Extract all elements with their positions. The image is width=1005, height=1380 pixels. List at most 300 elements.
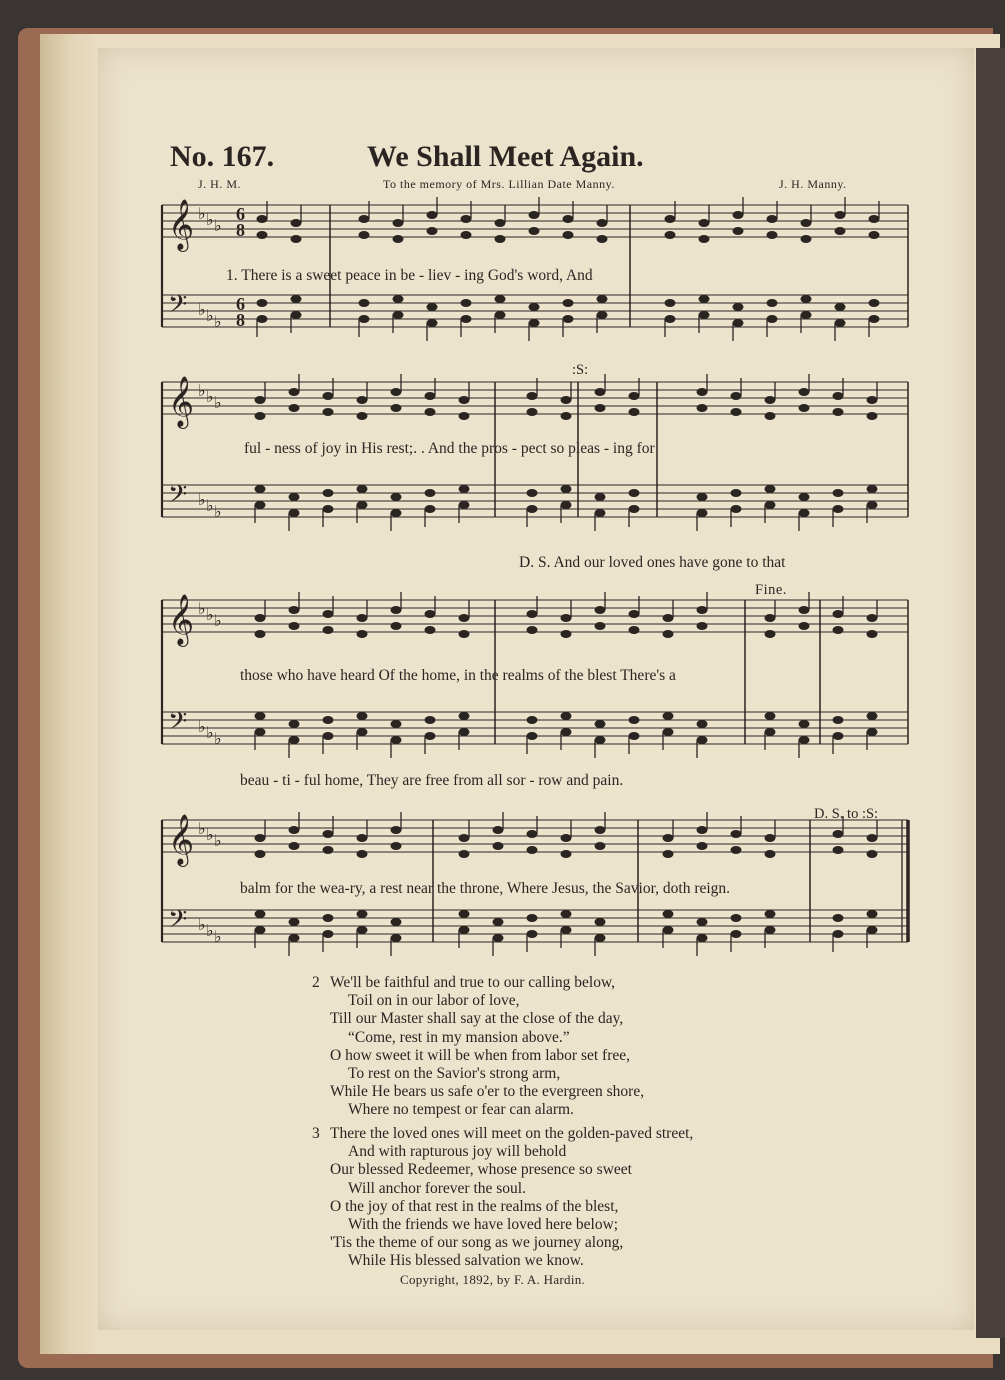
note-head	[663, 910, 674, 918]
note-head	[357, 485, 368, 493]
note-head	[731, 930, 742, 938]
note-head	[323, 930, 334, 938]
flat-sign: ♭	[214, 218, 222, 235]
flat-sign: ♭	[198, 601, 206, 618]
note-head	[699, 235, 710, 243]
note-head	[563, 215, 574, 223]
note-head	[357, 501, 368, 509]
flat-sign: ♭	[206, 923, 214, 940]
note-head	[527, 732, 538, 740]
note-head	[833, 610, 844, 618]
note-head	[393, 295, 404, 303]
note-head	[529, 303, 540, 311]
lyricist-credit: J. H. M.	[198, 177, 242, 191]
note-head	[527, 505, 538, 513]
note-head	[323, 716, 334, 724]
note-head	[357, 834, 368, 842]
note-head	[289, 388, 300, 396]
note-head	[493, 842, 504, 850]
note-head	[665, 231, 676, 239]
flat-sign: ♭	[198, 302, 206, 319]
note-head	[255, 910, 266, 918]
note-head	[765, 614, 776, 622]
note-head	[699, 219, 710, 227]
lyric-line-1: 1. There is a sweet peace in be - liev - ing God's word, And	[226, 267, 593, 284]
note-head	[561, 712, 572, 720]
flat-sign: ♭	[206, 827, 214, 844]
note-head	[459, 926, 470, 934]
note-head	[697, 404, 708, 412]
note-head	[357, 910, 368, 918]
note-head	[595, 720, 606, 728]
flat-sign: ♭	[206, 308, 214, 325]
note-head	[495, 219, 506, 227]
note-head	[359, 215, 370, 223]
note-head	[799, 509, 810, 517]
segno-mark: :S:	[572, 362, 589, 378]
note-head	[731, 392, 742, 400]
note-head	[561, 396, 572, 404]
note-head	[561, 412, 572, 420]
note-head	[731, 914, 742, 922]
note-head	[255, 834, 266, 842]
note-head	[629, 408, 640, 416]
treble-clef: 𝄞	[168, 376, 195, 427]
note-head	[833, 408, 844, 416]
note-head	[801, 295, 812, 303]
note-head	[255, 630, 266, 638]
note-head	[867, 910, 878, 918]
note-head	[563, 231, 574, 239]
note-head	[869, 231, 880, 239]
note-head	[733, 303, 744, 311]
note-head	[867, 412, 878, 420]
note-head	[391, 509, 402, 517]
note-head	[767, 299, 778, 307]
note-head	[459, 501, 470, 509]
note-head	[867, 926, 878, 934]
note-head	[357, 396, 368, 404]
flat-sign: ♭	[198, 821, 206, 838]
note-head	[257, 299, 268, 307]
note-head	[459, 728, 470, 736]
note-head	[801, 311, 812, 319]
note-head	[733, 319, 744, 327]
note-head	[561, 630, 572, 638]
verse-2-line: Where no tempest or fear can alarm.	[348, 1101, 574, 1119]
verse-3-line: O the joy of that rest in the realms of the blest,	[330, 1197, 619, 1215]
note-head	[323, 732, 334, 740]
note-head	[663, 926, 674, 934]
note-head	[257, 215, 268, 223]
note-head	[765, 412, 776, 420]
note-head	[663, 728, 674, 736]
note-head	[731, 505, 742, 513]
note-head	[697, 493, 708, 501]
lyric-line-2: ful - ness of joy in His rest;. . And the pros - pect so pleas - ing for	[244, 440, 655, 457]
note-head	[597, 219, 608, 227]
flat-sign: ♭	[206, 389, 214, 406]
flat-sign: ♭	[206, 725, 214, 742]
note-head	[257, 315, 268, 323]
flat-sign: ♭	[198, 492, 206, 509]
note-head	[697, 388, 708, 396]
note-head	[357, 728, 368, 736]
treble-clef: 𝄞	[168, 594, 195, 645]
note-head	[561, 485, 572, 493]
lyric-line-5: balm for the wea-ry, a rest near the throne, Where Jesus, the Savior, doth reign.	[240, 880, 731, 897]
note-head	[289, 934, 300, 942]
note-head	[527, 610, 538, 618]
note-head	[459, 614, 470, 622]
note-head	[801, 235, 812, 243]
note-head	[561, 834, 572, 842]
note-head	[833, 732, 844, 740]
note-head	[833, 505, 844, 513]
note-head	[561, 926, 572, 934]
flat-sign: ♭	[214, 395, 222, 412]
note-head	[459, 630, 470, 638]
note-head	[289, 720, 300, 728]
verse-3-line: While His blessed salvation we know.	[348, 1252, 584, 1270]
note-head	[801, 219, 812, 227]
note-head	[393, 311, 404, 319]
flat-sign: ♭	[214, 613, 222, 630]
note-head	[561, 850, 572, 858]
note-head	[869, 299, 880, 307]
note-head	[291, 295, 302, 303]
note-head	[595, 493, 606, 501]
note-head	[425, 610, 436, 618]
note-head	[799, 404, 810, 412]
note-head	[323, 610, 334, 618]
time-signature-bottom: 8	[236, 310, 245, 330]
note-head	[869, 215, 880, 223]
note-head	[833, 392, 844, 400]
note-head	[665, 315, 676, 323]
note-head	[629, 489, 640, 497]
lyric-line-3: those who have heard Of the home, in the realms of the blest There's a	[240, 667, 676, 684]
note-head	[527, 830, 538, 838]
note-head	[733, 227, 744, 235]
note-head	[289, 404, 300, 412]
note-head	[291, 235, 302, 243]
note-head	[833, 626, 844, 634]
note-head	[391, 493, 402, 501]
note-head	[257, 231, 268, 239]
note-head	[663, 630, 674, 638]
note-head	[529, 319, 540, 327]
bass-clef: 𝄢	[168, 905, 188, 940]
note-head	[459, 712, 470, 720]
note-head	[867, 850, 878, 858]
note-head	[561, 501, 572, 509]
note-head	[323, 846, 334, 854]
note-head	[561, 614, 572, 622]
time-signature-top: 6	[236, 294, 245, 314]
note-head	[867, 728, 878, 736]
note-head	[663, 850, 674, 858]
note-head	[699, 311, 710, 319]
note-head	[289, 606, 300, 614]
flat-sign: ♭	[198, 206, 206, 223]
time-signature-bottom: 8	[236, 220, 245, 240]
note-head	[833, 830, 844, 838]
note-head	[697, 842, 708, 850]
note-head	[765, 850, 776, 858]
note-head	[799, 606, 810, 614]
lyric-line-4: beau - ti - ful home, They are free from all sor - row and pain.	[240, 772, 624, 789]
note-head	[595, 842, 606, 850]
flat-sign: ♭	[206, 607, 214, 624]
note-head	[731, 408, 742, 416]
verse-2-line: We'll be faithful and true to our calling below,	[330, 974, 616, 991]
note-head	[595, 622, 606, 630]
note-head	[323, 392, 334, 400]
note-head	[799, 736, 810, 744]
note-head	[833, 930, 844, 938]
verse-2-line: O how sweet it will be when from labor set free,	[330, 1046, 631, 1064]
note-head	[391, 606, 402, 614]
note-head	[391, 720, 402, 728]
verse-3-line: With the friends we have loved here below;	[348, 1216, 619, 1233]
flat-sign: ♭	[214, 731, 222, 748]
note-head	[323, 914, 334, 922]
note-head	[867, 396, 878, 404]
note-head	[425, 392, 436, 400]
note-head	[255, 926, 266, 934]
note-head	[765, 926, 776, 934]
note-head	[391, 388, 402, 396]
bass-clef: 𝄢	[168, 290, 188, 325]
note-head	[833, 914, 844, 922]
note-head	[595, 934, 606, 942]
note-head	[527, 408, 538, 416]
note-head	[663, 834, 674, 842]
note-head	[493, 934, 504, 942]
note-head	[255, 396, 266, 404]
note-head	[291, 219, 302, 227]
note-head	[527, 930, 538, 938]
note-head	[291, 311, 302, 319]
note-head	[629, 505, 640, 513]
time-signature-top: 6	[236, 204, 245, 224]
verse-number: 2	[312, 974, 320, 991]
note-head	[391, 826, 402, 834]
note-head	[459, 910, 470, 918]
flat-sign: ♭	[206, 212, 214, 229]
note-head	[527, 626, 538, 634]
note-head	[665, 215, 676, 223]
copyright-notice: Copyright, 1892, by F. A. Hardin.	[400, 1272, 586, 1287]
note-head	[391, 622, 402, 630]
note-head	[529, 211, 540, 219]
note-head	[867, 501, 878, 509]
note-head	[663, 712, 674, 720]
flat-sign: ♭	[198, 383, 206, 400]
note-head	[561, 728, 572, 736]
verse-2-line: While He bears us safe o'er to the evergreen shore,	[330, 1083, 645, 1101]
note-head	[459, 850, 470, 858]
note-head	[867, 712, 878, 720]
note-head	[461, 315, 472, 323]
note-head	[255, 614, 266, 622]
note-head	[393, 219, 404, 227]
note-head	[595, 388, 606, 396]
note-head	[765, 728, 776, 736]
note-head	[563, 315, 574, 323]
note-head	[733, 211, 744, 219]
note-head	[393, 235, 404, 243]
note-head	[595, 918, 606, 926]
note-head	[459, 412, 470, 420]
note-head	[699, 295, 710, 303]
ds-lyric-line: D. S. And our loved ones have gone to that	[519, 554, 786, 571]
note-head	[493, 918, 504, 926]
dedication: To the memory of Mrs. Lillian Date Manny.	[383, 177, 615, 191]
note-head	[527, 489, 538, 497]
note-head	[527, 716, 538, 724]
note-head	[323, 830, 334, 838]
note-head	[869, 315, 880, 323]
note-head	[425, 408, 436, 416]
note-head	[765, 712, 776, 720]
note-head	[425, 505, 436, 513]
note-head	[833, 489, 844, 497]
note-head	[357, 926, 368, 934]
note-head	[461, 215, 472, 223]
note-head	[731, 830, 742, 838]
note-head	[697, 826, 708, 834]
note-head	[357, 712, 368, 720]
note-head	[629, 626, 640, 634]
flat-sign: ♭	[198, 917, 206, 934]
note-head	[835, 319, 846, 327]
note-head	[357, 850, 368, 858]
note-head	[427, 319, 438, 327]
flat-sign: ♭	[198, 719, 206, 736]
note-head	[867, 485, 878, 493]
note-head	[357, 412, 368, 420]
note-head	[731, 846, 742, 854]
note-head	[629, 610, 640, 618]
verse-3-line: And with rapturous joy will behold	[348, 1143, 567, 1161]
note-head	[595, 736, 606, 744]
note-head	[255, 850, 266, 858]
note-head	[427, 227, 438, 235]
note-head	[323, 489, 334, 497]
note-head	[765, 501, 776, 509]
note-head	[799, 388, 810, 396]
note-head	[425, 626, 436, 634]
note-head	[563, 299, 574, 307]
note-head	[391, 736, 402, 744]
note-head	[767, 315, 778, 323]
note-head	[597, 295, 608, 303]
note-head	[255, 728, 266, 736]
note-head	[799, 622, 810, 630]
note-head	[629, 732, 640, 740]
note-head	[527, 846, 538, 854]
note-head	[323, 408, 334, 416]
note-head	[427, 303, 438, 311]
note-head	[867, 630, 878, 638]
note-head	[459, 834, 470, 842]
note-head	[289, 826, 300, 834]
note-head	[289, 842, 300, 850]
ds-to-segno: D. S. to :S:	[814, 806, 879, 822]
note-head	[697, 918, 708, 926]
composer-credit: J. H. Manny.	[779, 177, 847, 191]
note-head	[289, 622, 300, 630]
note-head	[665, 299, 676, 307]
note-head	[527, 392, 538, 400]
note-head	[459, 485, 470, 493]
note-head	[597, 235, 608, 243]
flat-sign: ♭	[214, 833, 222, 850]
note-head	[495, 235, 506, 243]
note-head	[323, 626, 334, 634]
note-head	[867, 834, 878, 842]
note-head	[255, 412, 266, 420]
verse-2-line: Toil on in our labor of love,	[348, 992, 520, 1010]
note-head	[833, 846, 844, 854]
note-head	[359, 315, 370, 323]
note-head	[697, 934, 708, 942]
note-head	[289, 493, 300, 501]
note-head	[495, 295, 506, 303]
note-head	[867, 614, 878, 622]
note-head	[833, 716, 844, 724]
note-head	[597, 311, 608, 319]
note-head	[629, 392, 640, 400]
note-head	[697, 509, 708, 517]
verse-3-line: Our blessed Redeemer, whose presence so sweet	[330, 1161, 632, 1179]
verse-2-line: “Come, rest in my mansion above.”	[348, 1028, 570, 1046]
note-head	[835, 227, 846, 235]
fine-mark: Fine.	[755, 582, 787, 598]
note-head	[799, 720, 810, 728]
hymn-title: We Shall Meet Again.	[367, 140, 644, 173]
verse-2-line: To rest on the Savior's strong arm,	[348, 1065, 561, 1082]
note-head	[765, 630, 776, 638]
note-head	[835, 303, 846, 311]
hymn-number: No. 167.	[170, 140, 275, 173]
note-head	[527, 914, 538, 922]
note-head	[767, 231, 778, 239]
note-head	[323, 505, 334, 513]
note-head	[767, 215, 778, 223]
note-head	[459, 396, 470, 404]
note-head	[697, 622, 708, 630]
note-head	[799, 493, 810, 501]
note-head	[765, 485, 776, 493]
verse-3-line: 'Tis the theme of our song as we journey along,	[330, 1234, 624, 1252]
note-head	[495, 311, 506, 319]
note-head	[765, 910, 776, 918]
note-head	[425, 489, 436, 497]
note-head	[255, 712, 266, 720]
note-head	[595, 826, 606, 834]
verse-number: 3	[312, 1125, 320, 1142]
note-head	[289, 918, 300, 926]
note-head	[357, 614, 368, 622]
bass-clef: 𝄢	[168, 480, 188, 515]
note-head	[493, 826, 504, 834]
flat-sign: ♭	[214, 504, 222, 521]
bass-clef: 𝄢	[168, 707, 188, 742]
note-head	[425, 716, 436, 724]
